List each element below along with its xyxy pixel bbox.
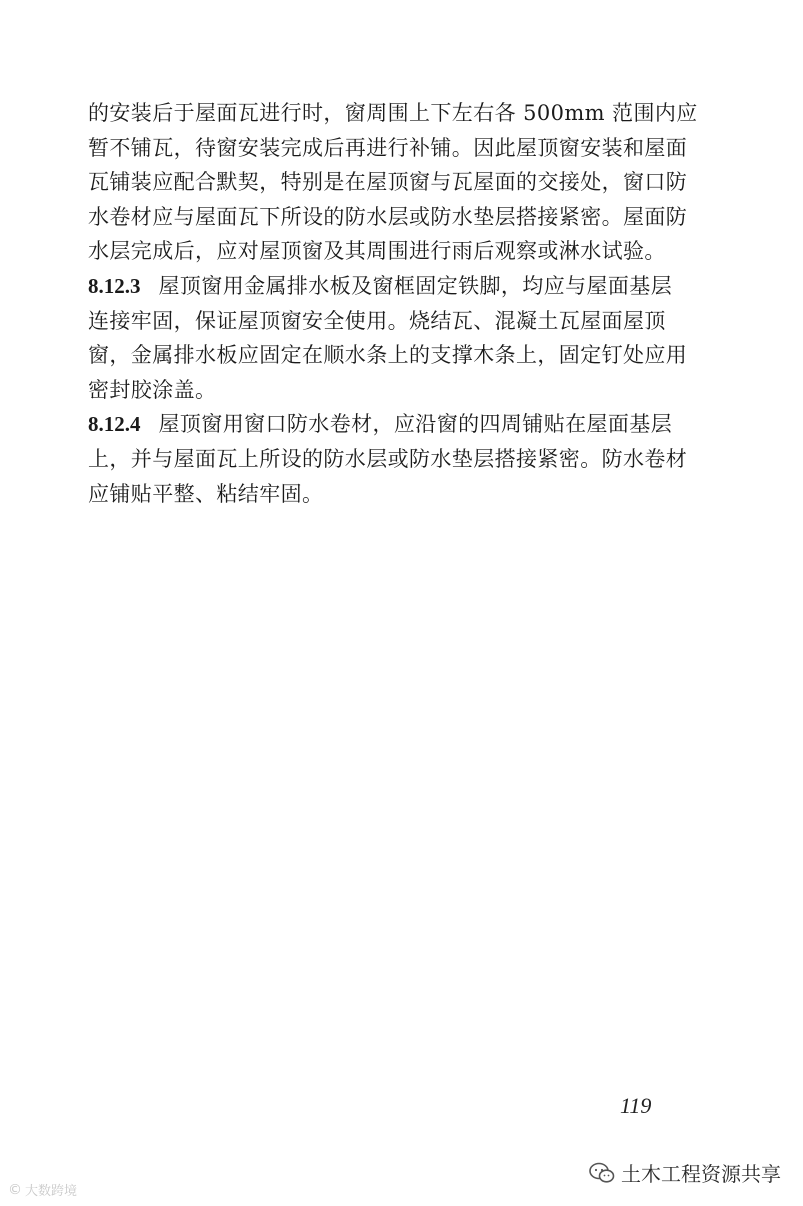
clause-8-12-3	[88, 269, 700, 407]
clause-line: 窗，金属排水板应固定在顺水条上的支撑木条上，固定钉处应用	[88, 343, 688, 368]
page-number: 119	[620, 1093, 652, 1118]
watermark-text: 土木工程资源共享	[621, 1162, 781, 1186]
clause-number: 8.12.4	[88, 412, 141, 437]
clause-8-12-4	[88, 407, 700, 511]
clause-line: 应铺贴平整、粘结牢固。	[88, 481, 324, 506]
wechat-icon	[589, 1162, 615, 1184]
clause-line: 密封胶涂盖。	[88, 377, 217, 402]
corner-watermark-text: 大数跨境	[25, 1184, 78, 1199]
copyright-icon: ©	[8, 1181, 22, 1198]
clause-line: 连接牢固，保证屋顶窗安全使用。烧结瓦、混凝土瓦屋面屋顶	[88, 308, 666, 333]
body-line-4: 水卷材应与屋面瓦下所设的防水层或防水垫层搭接紧密。屋面防	[88, 204, 688, 229]
clause-line: 上，并与屋面瓦上所设的防水层或防水垫层搭接紧密。防水卷材	[88, 446, 688, 471]
body-line-5: 水层完成后，应对屋顶窗及其周围进行雨后观察或淋水试验。	[88, 239, 666, 264]
clause-text: 屋顶窗用窗口防水卷材，应沿窗的四周铺贴在屋面基层	[158, 412, 673, 437]
corner-watermark	[8, 1180, 77, 1199]
body-line-2: 暂不铺瓦，待窗安装完成后再进行补铺。因此屋顶窗安装和屋面	[88, 135, 688, 160]
clause-text: 屋顶窗用金属排水板及窗框固定铁脚，均应与屋面基层	[158, 273, 673, 298]
body-line-1: 的安装后于屋面瓦进行时，窗周围上下左右各 500mm 范围内应	[88, 101, 698, 125]
source-watermark	[589, 1158, 781, 1187]
clause-first-line	[88, 269, 700, 304]
body-line-3: 瓦铺装应配合默契，特别是在屋顶窗与瓦屋面的交接处，窗口防	[88, 170, 688, 195]
document-body	[88, 96, 700, 511]
clause-first-line	[88, 407, 700, 442]
clause-number: 8.12.3	[88, 273, 141, 298]
